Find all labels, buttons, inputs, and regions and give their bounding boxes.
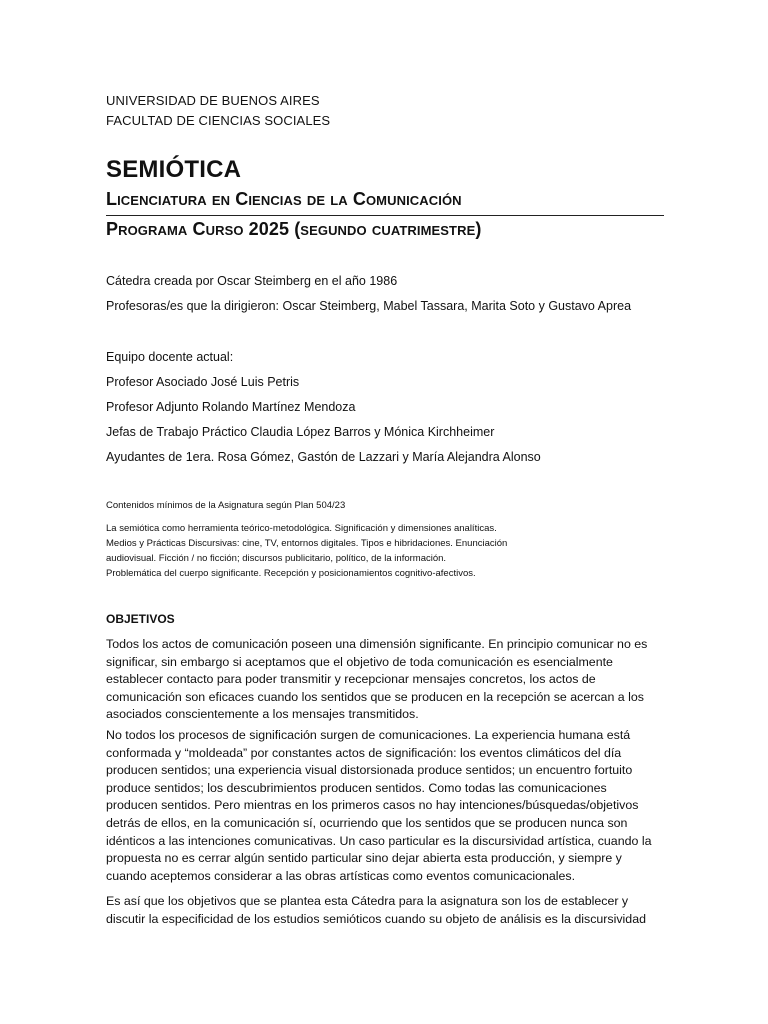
paragraph-line: discutir la especificidad de los estudios semióticos cuando su objeto de análisis es la discursividad	[106, 911, 646, 926]
degree-subtitle: Licenciatura en Ciencias de la Comunicación	[106, 189, 462, 209]
contents-heading: Contenidos mínimos de la Asignatura según Plan 504/23	[106, 500, 346, 511]
paragraph-line: significar, sin embargo si aceptamos que el objetivo de toda comunicación es esencialmente	[106, 654, 613, 669]
program-title: Programa Curso 2025 (segundo cuatrimestre)	[106, 219, 482, 239]
paragraph-line: conformada y “moldeada” por constantes actos de significación: los eventos climáticos del día	[106, 745, 622, 760]
chair-directors: Profesoras/es que la dirigieron: Oscar Steimberg, Mabel Tassara, Marita Soto y Gustavo Aprea	[106, 299, 632, 313]
objectives-heading: OBJETIVOS	[106, 612, 175, 626]
team-member: Profesor Asociado José Luis Petris	[106, 375, 300, 389]
chair-created: Cátedra creada por Oscar Steimberg en el año 1986	[106, 274, 398, 288]
faculty-name: FACULTAD DE CIENCIAS SOCIALES	[106, 113, 331, 128]
paragraph-line: Es así que los objetivos que se plantea esta Cátedra para la asignatura son los de establecer y	[106, 894, 629, 908]
objectives-paragraph-3	[106, 893, 666, 928]
contents-line: Medios y Prácticas Discursivas: cine, TV, entornos digitales. Tipos e hibridaciones. Enunciación	[106, 538, 508, 549]
paragraph-line: No todos los procesos de significación surgen de comunicaciones. La experiencia humana está	[106, 728, 631, 742]
contents-line: Problemática del cuerpo significante. Recepción y posicionamientos cognitivo-afectivos.	[106, 568, 476, 579]
paragraph-line: produce sentidos; los descubrimientos producen sentidos. Como todas las comunicaciones	[106, 780, 607, 795]
paragraph-line: producen sentidos; una experiencia visual distorsionada produce sentidos; un encuentro fortuito	[106, 763, 633, 778]
contents-line: La semiótica como herramienta teórico-metodológica. Significación y dimensiones analíticas.	[106, 523, 497, 534]
paragraph-line: producen sentidos. Pero mientras en los primeros casos no hay intenciones/búsquedas/objetivos	[106, 798, 639, 813]
paragraph-line: idénticos a las intenciones comunicativas. Un caso particular es la discursividad artística, cuando la	[106, 833, 652, 848]
objectives-paragraph-1	[106, 636, 666, 724]
contents-text	[106, 521, 546, 581]
team-member: Profesor Adjunto Rolando Martínez Mendoza	[106, 400, 356, 414]
team-member: Jefas de Trabajo Práctico Claudia López Barros y Mónica Kirchheimer	[106, 425, 495, 439]
page-title: SEMIÓTICA	[106, 156, 242, 183]
paragraph-line: detrás de ellos, en la comunicación sí, ocurriendo que los sentidos que se producen nunca son	[106, 815, 628, 830]
paragraph-line: cuando aceptemos considerar a las obras artísticas como eventos comunicacionales.	[106, 868, 576, 883]
title-divider	[106, 215, 664, 216]
paragraph-line: establecer contacto para poder transmitir y recepcionar mensajes concretos, los actos de	[106, 672, 596, 687]
paragraph-line: comunicación son eficaces cuando los sentidos que se producen en la recepción se acercan a los	[106, 689, 644, 704]
contents-line: audiovisual. Ficción / no ficción; discursos publicitario, político, de la información.	[106, 553, 447, 564]
team-heading: Equipo docente actual:	[106, 350, 234, 364]
paragraph-line: asociados conscientemente a los mensajes transmitidos.	[106, 707, 419, 722]
university-name: UNIVERSIDAD DE BUENOS AIRES	[106, 93, 320, 108]
objectives-paragraph-2	[106, 727, 666, 885]
paragraph-line: Todos los actos de comunicación poseen una dimensión significante. En principio comunicar no es	[106, 637, 648, 651]
team-member: Ayudantes de 1era. Rosa Gómez, Gastón de Lazzari y María Alejandra Alonso	[106, 450, 541, 464]
paragraph-line: propuesta no es cerrar algún sentido particular sino dejar abierta esta producción, y siempre y	[106, 851, 622, 866]
